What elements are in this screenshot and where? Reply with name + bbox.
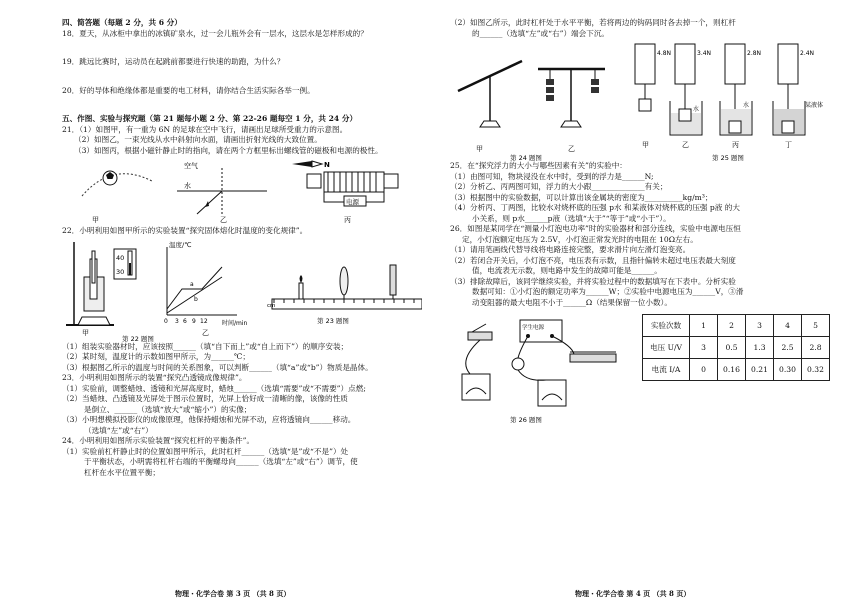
- beaker-water-label: 水: [693, 106, 700, 113]
- table-cell: 1.3: [746, 337, 774, 359]
- question-18: 18．夏天，从冰柜中拿出的冰镇矿泉水，过一会儿瓶外会有一层水，这层水是怎样形成的？: [62, 28, 368, 38]
- question-26-part3-cont: 数据可知：①小灯泡的额定功率为______W；②实验中电源电压为______V，③滑: [472, 287, 744, 296]
- question-26-part2: （2）若闭合开关后，小灯泡不亮，电压表有示数，且指针偏转未超过电压表最大刻度: [450, 255, 736, 265]
- line-a-label: a: [190, 280, 194, 288]
- table-header-row: [643, 315, 830, 337]
- fig21-jia-label: 甲: [92, 216, 99, 224]
- question-24-part1: （1）实验前杠杆静止时的位置如图甲所示，此时杠杆______（选填“是”或“不是”）处: [62, 446, 349, 456]
- figure-24-25-drawing: [450, 39, 850, 161]
- left-page-footer: 物理・化学合卷 第 3 页 （共 8 页）: [175, 589, 291, 598]
- question-20: 20．好的导体和绝缘体都是重要的电工材料，请你结合生活实际各举一例。: [62, 85, 315, 95]
- question-25-part3: （3）根据图中的实验数据，可以计算出该金属块的密度为__________kg/m³；: [450, 192, 713, 202]
- question-22-part1: （1）组装实验器材时，应该按照______（填“自下而上”或“自上而下”）的顺序安装；: [62, 341, 349, 351]
- power-source-label: 电源: [346, 198, 359, 206]
- question-24: 24．小明利用如图所示实验装置“探究杠杆的平衡条件”。: [62, 436, 255, 445]
- time-axis-label: 时间/min: [222, 319, 248, 327]
- figure-22-23-drawing: [62, 237, 422, 342]
- right-page-footer: 物理・化学合卷 第 4 页 （共 8 页）: [575, 589, 691, 598]
- table-cell: 0: [690, 359, 718, 381]
- table-header-cell: 2: [718, 315, 746, 337]
- question-22: 22．小明利用如图甲所示的实验装置“探究固体熔化时温度的变化规律”。: [62, 226, 308, 235]
- air-label: 空气: [184, 162, 198, 170]
- fig26-caption: 第 26 题图: [510, 416, 542, 424]
- figure-26: [450, 308, 838, 424]
- table-header-cell: 1: [690, 315, 718, 337]
- bench-unit-cm: cm: [267, 302, 276, 309]
- figure-21-drawing: [62, 156, 422, 226]
- question-26: 26．如图是某同学在“测量小灯泡电功率”时的实验器材和部分连线，实验中电源电压恒: [450, 224, 741, 233]
- section-5-heading: 五、作图、实验与探究题（第 21 题每小题 2 分、第 22-26 题每空 1 分，共 24 分）: [62, 114, 358, 123]
- fig21-bing-label: 丙: [344, 216, 351, 224]
- question-26-cont: 定，小灯泡额定电压为 2.5V，小灯泡正常发光时的电阻在 10Ω左右。: [462, 234, 698, 244]
- question-26-part3-cont2: 动变阻器的最大电阻不小于______Ω（结果保留一位小数）。: [472, 297, 672, 307]
- question-19: 19．跳远比赛时，运动员在起跳前都要进行快速的助跑，为什么？: [62, 57, 285, 66]
- table-cell: 0.5: [718, 337, 746, 359]
- table-cell: 0.21: [746, 359, 774, 381]
- question-26-part2-cont: 值，电流表无示数，则电路中发生的故障可能是______。: [472, 266, 662, 275]
- fig25-caption: 第 25 题图: [712, 154, 744, 161]
- fig22-jia-label: 甲: [82, 328, 89, 337]
- table-cell: 0.16: [718, 359, 746, 381]
- fig22-caption: 第 22 题图: [122, 334, 154, 342]
- table-header-cell: 5: [802, 315, 830, 337]
- question-22-part2: （2）某时刻，温度计的示数如图甲所示，为______℃；: [62, 352, 250, 361]
- svg-text:9: 9: [192, 317, 196, 325]
- fig25-yi-label: 乙: [682, 141, 689, 149]
- question-25-part2: （2）分析乙、丙两图可知，浮力的大小跟______________有关；: [450, 182, 668, 191]
- svg-text:12: 12: [200, 317, 208, 325]
- question-24-part1-cont2: 杠杆在水平位置平衡；: [84, 467, 160, 477]
- question-24-part2: （2）如图乙所示，此时杠杆处于水平平衡，若将两边的钩码同时各去掉一个，则杠杆: [450, 18, 736, 27]
- table-cell: 2.5: [774, 337, 802, 359]
- figure-21: [62, 156, 420, 226]
- right-page: [430, 0, 860, 609]
- scale-4-reading: 2.4N: [800, 50, 815, 57]
- table-cell: 2.8: [802, 337, 830, 359]
- question-21-part2: （2）如图乙，一束光线从水中斜射向水面，请画出折射光线的大致位置。: [74, 135, 322, 144]
- line-b-label: b: [194, 295, 198, 303]
- table-header-cell: 实验次数: [643, 315, 690, 337]
- fig25-ding-label: 丁: [785, 141, 792, 149]
- scale-2-reading: 3.4N: [697, 50, 712, 57]
- question-22-part3: （3）根据图乙所示的温度与时间的关系图象，可以判断______（填“a”或“b”）物质是晶体。: [62, 362, 373, 372]
- water-label: 水: [184, 182, 191, 190]
- beaker-liquid-label: 某液体: [805, 102, 824, 109]
- fig22-yi-label: 乙: [202, 328, 209, 337]
- fig25-bing-label: 丙: [732, 141, 739, 149]
- figure-24-25: [450, 39, 838, 161]
- table-row: [643, 337, 830, 359]
- table-cell: 电流 I/A: [643, 359, 690, 381]
- circuit-drawing: [450, 314, 620, 424]
- question-25-part4-cont: 小关系，则 p水______p液（选填“大于”“等于”或“小于”）。: [472, 213, 671, 223]
- svg-text:6: 6: [183, 317, 187, 325]
- svg-text:3: 3: [175, 317, 179, 325]
- question-23-part2: （2）当蜡烛、凸透镜及光屏处于图示位置时，光屏上恰好成一清晰的像，该像的性质: [62, 394, 348, 403]
- scale-1-reading: 4.8N: [657, 50, 672, 57]
- question-24-part2-cont: 的______（选填“左”或“右”）端会下沉。: [472, 28, 610, 38]
- question-25-part4: （4）分析丙、丁两图，比较水对烧杯底的压强 p水 和某液体对烧杯底的压强 p液 的大: [450, 203, 740, 212]
- question-23-part1: （1）实验前，调整蜡烛、透镜和光屏高度时，蜡烛______（选填“需要”或“不需要”）点燃;: [62, 383, 366, 393]
- svg-text:0: 0: [164, 317, 168, 325]
- compass-n-label: N: [324, 161, 330, 169]
- question-24-part1-cont: 于平衡状态，小明需将杠杆右端的平衡螺母向______（选填“左”或“右”）调节，使: [84, 457, 358, 466]
- table-cell: 电压 U/V: [643, 337, 690, 359]
- thermometer-40: 40: [116, 253, 125, 262]
- question-21-part3: （3）如图丙，根据小磁针静止时的指向，请在两个方框里标出螺线管的磁极和电源的极性。: [74, 145, 383, 155]
- fig24-yi-label: 乙: [568, 145, 575, 153]
- question-25-part1: （1）由图可知，物块浸没在水中时，受到的浮力是______N;: [450, 171, 654, 181]
- data-table: [642, 314, 830, 381]
- power-supply-label: 学生电源: [522, 325, 545, 331]
- question-23-part3: （3）小明想模拟投影仪的成像原理，他保持蜡烛和光屏不动，应将透镜向______移动。: [62, 415, 356, 424]
- section-4-heading: 四、简答题（每题 2 分，共 6 分）: [62, 18, 182, 27]
- fig24-jia-label: 甲: [476, 145, 483, 153]
- fig23-caption: 第 23 题图: [317, 316, 349, 325]
- fig24-caption: 第 24 题图: [510, 154, 542, 161]
- question-25: 25．在“探究浮力的大小与哪些因素有关”的实验中：: [450, 161, 627, 170]
- table-header-cell: 3: [746, 315, 774, 337]
- table-row: [643, 359, 830, 381]
- thermometer-30: 30: [116, 267, 125, 276]
- question-26-part1: （1）请用笔画线代替导线将电路连接完整，要求滑片向左滑灯泡变亮。: [450, 245, 691, 254]
- question-23-part2-cont: 是倒立、______（选填“放大”或“缩小”）的实像；: [84, 404, 252, 414]
- scale-3-reading: 2.8N: [747, 50, 762, 57]
- table-cell: 3: [690, 337, 718, 359]
- beaker-water2-label: 水: [743, 102, 750, 109]
- question-23-part3-cont: （选填“左”或“右”）: [84, 425, 153, 435]
- fig21-yi-label: 乙: [220, 216, 227, 224]
- fig25-jia-label: 甲: [642, 141, 649, 149]
- table-cell: 0.30: [774, 359, 802, 381]
- question-21: 21．（1）如图甲，有一重为 6N 的足球在空中飞行，请画出足球所受重力的示意图。: [62, 124, 348, 134]
- table-cell: 0.32: [802, 359, 830, 381]
- table-header-cell: 4: [774, 315, 802, 337]
- question-23: 23．小明利用如图所示的装置“探究凸透镜成像规律”。: [62, 373, 247, 382]
- figure-22-23: [62, 237, 420, 342]
- temp-axis-label: 温度/℃: [169, 240, 192, 249]
- question-26-part3: （3）排除故障后，该同学继续实验，并将实验过程中的数据填写在下表中。分析实验: [450, 276, 736, 286]
